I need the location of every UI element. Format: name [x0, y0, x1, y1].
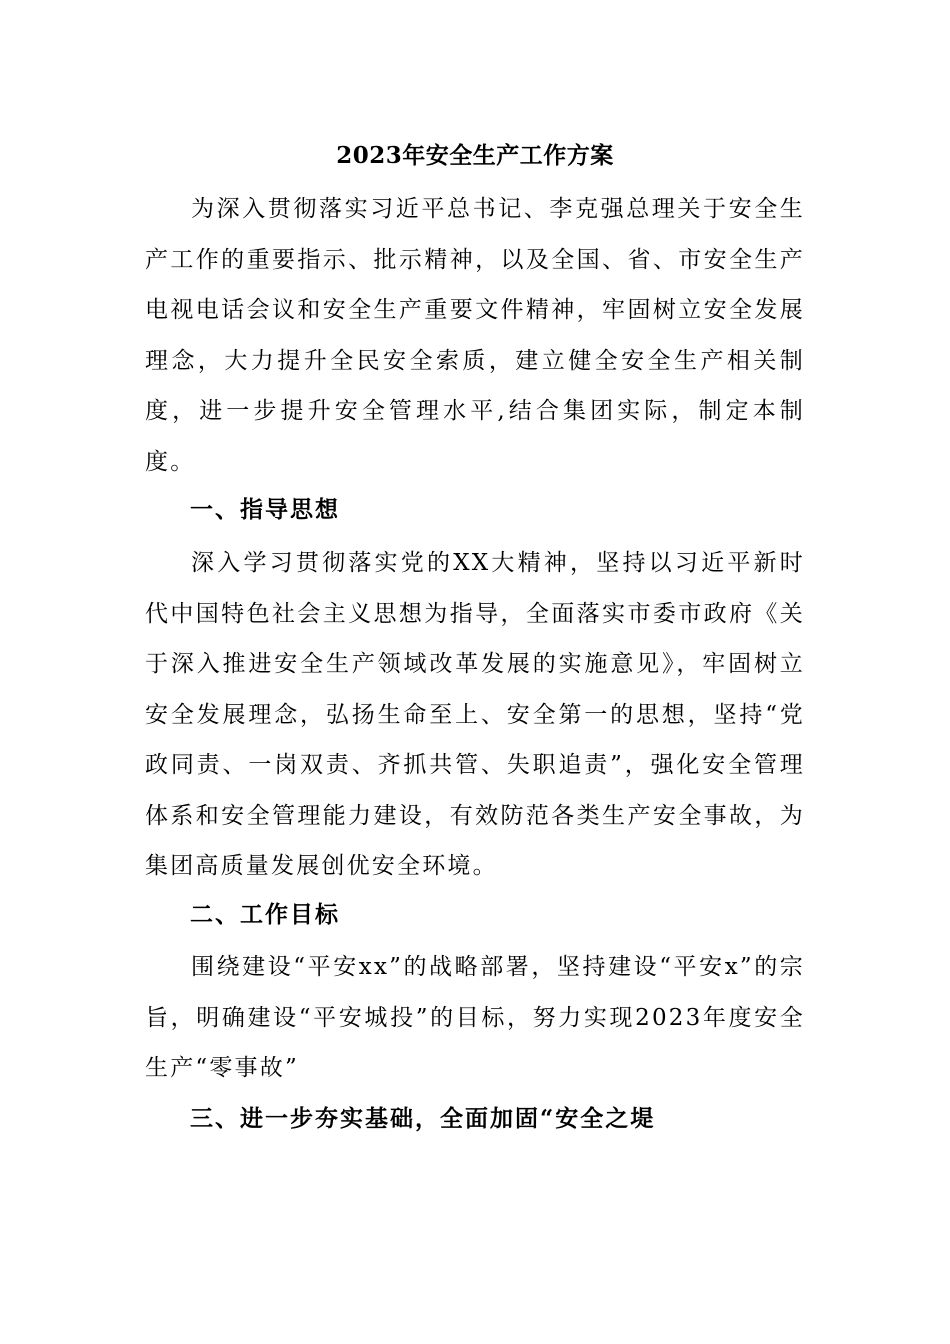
section-heading-guiding-ideology: 一、指导思想 — [190, 496, 340, 523]
section-heading-foundation: 三、进一步夯实基础，全面加固“安全之堤 — [190, 1105, 656, 1132]
section-body-work-goals: 围绕建设“平安xx”的战略部署，坚持建设“平安x”的宗旨，明确建设“平安城投”的目标，努力实现2023年度安全生产“零事故” — [145, 954, 805, 1081]
section-body-guiding-ideology: 深入学习贯彻落实党的XX大精神，坚持以习近平新时代中国特色社会主义思想为指导，全面落实市委市政府《关于深入推进安全生产领域改革发展的实施意见》，牢固树立安全发展理念，弘扬生命至上、安全第一的思想，坚持“党政同责、一岗双责、齐抓共管、失职追责”，强化安全管理体系和安全管理能力建设，有效防范各类生产安全事故，为集团高质量发展创优安全环境。 — [145, 550, 805, 879]
document-title: 2023年安全生产工作方案 — [336, 142, 614, 169]
intro-paragraph: 为深入贯彻落实习近平总书记、李克强总理关于安全生产工作的重要指示、批示精神，以及全国、省、市安全生产电视电话会议和安全生产重要文件精神，牢固树立安全发展理念，大力提升全民安全索质，建立健全安全生产相关制度，进一步提升安全管理水平,结合集团实际，制定本制度。 — [145, 196, 805, 475]
section-heading-work-goals: 二、工作目标 — [190, 901, 340, 928]
